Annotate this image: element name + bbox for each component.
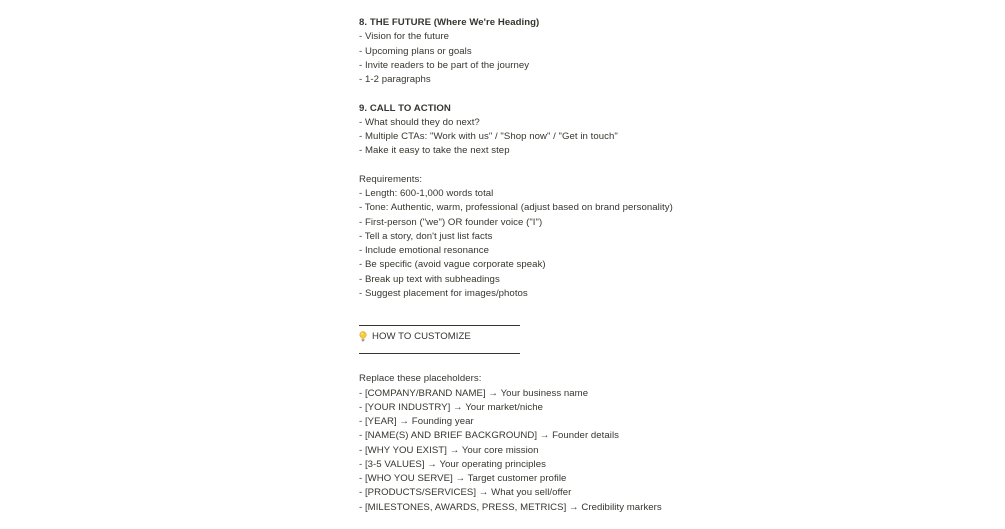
list-item: - Break up text with subheadings (359, 273, 500, 285)
divider-bottom (359, 344, 819, 358)
divider-top (359, 315, 819, 329)
list-item: - 1-2 paragraphs (359, 74, 431, 85)
section-8-heading: 8. THE FUTURE (Where We're Heading) (359, 17, 540, 28)
list-item: - Upcoming plans or goals (359, 45, 472, 57)
customize-callout (359, 330, 819, 344)
list-item: - Multiple CTAs: "Work with us" / "Shop now" / "Get in touch" (359, 131, 618, 142)
list-item: - [YOUR INDUSTRY] → Your market/niche (359, 401, 544, 413)
spacer (359, 358, 819, 372)
spacer (359, 159, 819, 173)
list-item: - [COMPANY/BRAND NAME] → Your business name (359, 387, 589, 399)
list-item: - Length: 600-1,000 words total (359, 188, 494, 199)
section-9-heading: 9. CALL TO ACTION (359, 102, 451, 114)
list-item: - [YEAR] → Founding year (359, 416, 474, 427)
list-item: - Include emotional resonance (359, 245, 489, 256)
requirements-heading: Requirements: (359, 173, 423, 185)
list-item: - [MILESTONES, AWARDS, PRESS, METRICS] → Credibility markers (359, 501, 662, 513)
list-item: - Suggest placement for images/photos (359, 287, 528, 299)
list-item: - [WHY YOU EXIST] → Your core mission (359, 444, 539, 456)
document-body (359, 16, 819, 515)
customize-title: HOW TO CUSTOMIZE (372, 330, 471, 342)
spacer (359, 87, 819, 101)
list-item: - [NAME(S) AND BRIEF BACKGROUND] → Founder details (359, 430, 619, 442)
list-item: - Vision for the future (359, 31, 450, 43)
list-item: - Tone: Authentic, warm, professional (adjust based on brand personality) (359, 202, 673, 214)
list-item: - First-person ("we") OR founder voice ("I") (359, 216, 543, 228)
spacer (359, 301, 819, 315)
list-item: - Invite readers to be part of the journey (359, 59, 530, 71)
list-item: - What should they do next? (359, 116, 480, 128)
lightbulb-icon (359, 331, 367, 342)
list-item: - Be specific (avoid vague corporate speak) (359, 259, 546, 271)
list-item: - Tell a story, don't just list facts (359, 230, 493, 242)
list-item: - [PRODUCTS/SERVICES] → What you sell/offer (359, 487, 572, 499)
list-item: - [3-5 VALUES] → Your operating principles (359, 458, 546, 470)
list-item: - Make it easy to take the next step (359, 145, 510, 157)
list-item: - [WHO YOU SERVE] → Target customer profile (359, 473, 567, 484)
placeholders-intro: Replace these placeholders: (359, 373, 482, 385)
